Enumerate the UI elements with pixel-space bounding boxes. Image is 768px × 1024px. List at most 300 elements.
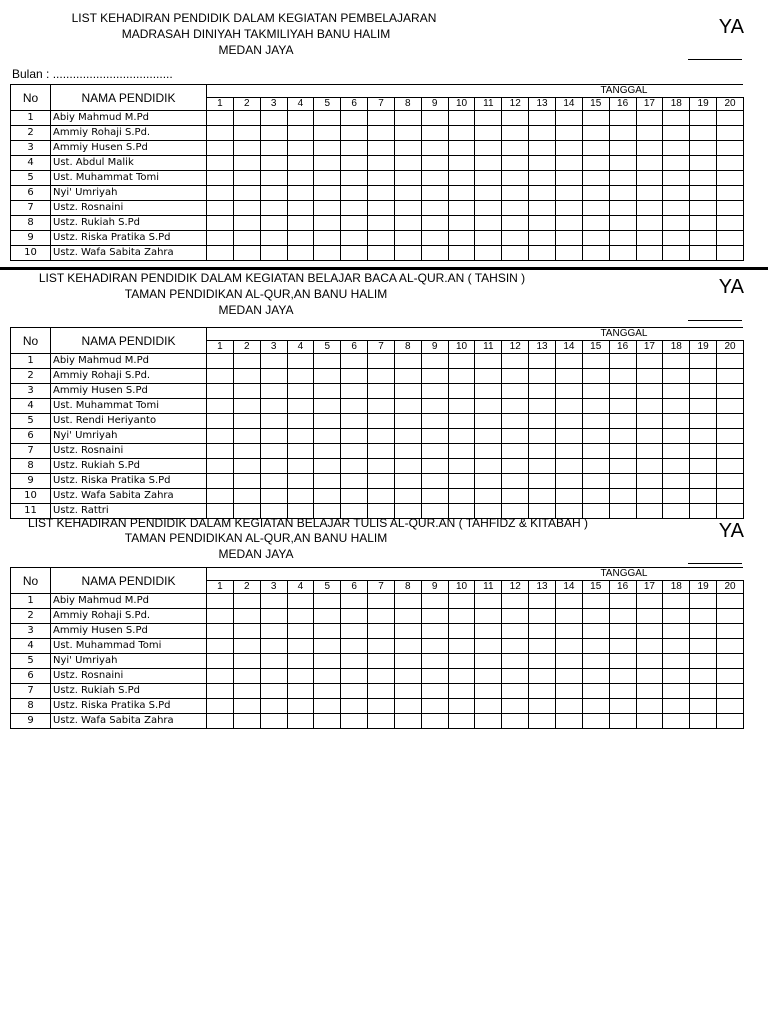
attendance-cell[interactable] [502,489,529,504]
attendance-cell[interactable] [260,156,287,171]
attendance-cell[interactable] [690,171,717,186]
attendance-cell[interactable] [287,369,314,384]
attendance-cell[interactable] [368,186,395,201]
attendance-cell[interactable] [555,714,582,729]
attendance-cell[interactable] [690,594,717,609]
attendance-cell[interactable] [582,474,609,489]
attendance-cell[interactable] [448,699,475,714]
attendance-cell[interactable] [207,171,234,186]
attendance-cell[interactable] [636,354,663,369]
attendance-cell[interactable] [287,201,314,216]
attendance-cell[interactable] [555,639,582,654]
attendance-cell[interactable] [207,246,234,261]
attendance-cell[interactable] [314,684,341,699]
attendance-cell[interactable] [529,609,556,624]
attendance-cell[interactable] [207,639,234,654]
attendance-cell[interactable] [690,399,717,414]
attendance-cell[interactable] [368,246,395,261]
attendance-cell[interactable] [421,654,448,669]
attendance-cell[interactable] [690,504,717,519]
attendance-cell[interactable] [341,459,368,474]
attendance-cell[interactable] [314,126,341,141]
attendance-cell[interactable] [233,354,260,369]
attendance-cell[interactable] [421,141,448,156]
attendance-cell[interactable] [663,216,690,231]
attendance-cell[interactable] [314,186,341,201]
attendance-cell[interactable] [368,684,395,699]
attendance-cell[interactable] [475,246,502,261]
attendance-cell[interactable] [207,354,234,369]
attendance-cell[interactable] [314,699,341,714]
attendance-cell[interactable] [233,414,260,429]
attendance-cell[interactable] [394,594,421,609]
attendance-cell[interactable] [475,444,502,459]
attendance-cell[interactable] [502,201,529,216]
attendance-cell[interactable] [690,654,717,669]
attendance-cell[interactable] [475,156,502,171]
attendance-cell[interactable] [421,354,448,369]
attendance-cell[interactable] [717,474,744,489]
attendance-cell[interactable] [448,126,475,141]
attendance-cell[interactable] [260,459,287,474]
attendance-cell[interactable] [663,186,690,201]
attendance-cell[interactable] [233,384,260,399]
attendance-cell[interactable] [368,414,395,429]
attendance-cell[interactable] [609,669,636,684]
attendance-cell[interactable] [207,594,234,609]
attendance-cell[interactable] [368,156,395,171]
attendance-cell[interactable] [287,231,314,246]
attendance-cell[interactable] [287,111,314,126]
attendance-cell[interactable] [555,684,582,699]
attendance-cell[interactable] [555,156,582,171]
attendance-cell[interactable] [394,639,421,654]
attendance-cell[interactable] [582,141,609,156]
attendance-cell[interactable] [207,624,234,639]
attendance-cell[interactable] [690,489,717,504]
attendance-cell[interactable] [636,414,663,429]
attendance-cell[interactable] [663,624,690,639]
attendance-cell[interactable] [555,111,582,126]
attendance-cell[interactable] [368,111,395,126]
attendance-cell[interactable] [475,414,502,429]
attendance-cell[interactable] [609,624,636,639]
attendance-cell[interactable] [663,459,690,474]
attendance-cell[interactable] [609,504,636,519]
attendance-cell[interactable] [368,384,395,399]
attendance-cell[interactable] [582,459,609,474]
attendance-cell[interactable] [582,684,609,699]
attendance-cell[interactable] [555,216,582,231]
attendance-cell[interactable] [529,156,556,171]
attendance-cell[interactable] [690,384,717,399]
attendance-cell[interactable] [636,684,663,699]
attendance-cell[interactable] [287,156,314,171]
attendance-cell[interactable] [341,489,368,504]
attendance-cell[interactable] [636,654,663,669]
attendance-cell[interactable] [421,246,448,261]
attendance-cell[interactable] [529,654,556,669]
attendance-cell[interactable] [341,399,368,414]
attendance-cell[interactable] [341,594,368,609]
attendance-cell[interactable] [663,504,690,519]
attendance-cell[interactable] [529,684,556,699]
attendance-cell[interactable] [475,231,502,246]
attendance-cell[interactable] [582,624,609,639]
attendance-cell[interactable] [233,429,260,444]
attendance-cell[interactable] [287,216,314,231]
attendance-cell[interactable] [663,699,690,714]
attendance-cell[interactable] [609,654,636,669]
attendance-cell[interactable] [448,354,475,369]
attendance-cell[interactable] [233,474,260,489]
attendance-cell[interactable] [207,231,234,246]
attendance-cell[interactable] [421,669,448,684]
attendance-cell[interactable] [582,216,609,231]
attendance-cell[interactable] [207,684,234,699]
attendance-cell[interactable] [207,414,234,429]
attendance-cell[interactable] [448,111,475,126]
attendance-cell[interactable] [529,669,556,684]
attendance-cell[interactable] [314,594,341,609]
attendance-cell[interactable] [502,654,529,669]
attendance-cell[interactable] [636,699,663,714]
attendance-cell[interactable] [341,474,368,489]
attendance-cell[interactable] [207,429,234,444]
attendance-cell[interactable] [502,444,529,459]
attendance-cell[interactable] [287,669,314,684]
attendance-cell[interactable] [717,384,744,399]
attendance-cell[interactable] [582,171,609,186]
attendance-cell[interactable] [555,399,582,414]
attendance-cell[interactable] [475,384,502,399]
attendance-cell[interactable] [475,111,502,126]
attendance-cell[interactable] [529,429,556,444]
attendance-cell[interactable] [448,714,475,729]
attendance-cell[interactable] [394,654,421,669]
attendance-cell[interactable] [368,201,395,216]
attendance-cell[interactable] [717,186,744,201]
attendance-cell[interactable] [529,201,556,216]
attendance-cell[interactable] [609,639,636,654]
attendance-cell[interactable] [555,141,582,156]
attendance-cell[interactable] [287,474,314,489]
attendance-cell[interactable] [717,489,744,504]
attendance-cell[interactable] [260,714,287,729]
attendance-cell[interactable] [260,141,287,156]
attendance-cell[interactable] [394,231,421,246]
attendance-cell[interactable] [421,489,448,504]
attendance-cell[interactable] [341,171,368,186]
attendance-cell[interactable] [207,474,234,489]
attendance-cell[interactable] [314,714,341,729]
attendance-cell[interactable] [368,699,395,714]
attendance-cell[interactable] [609,384,636,399]
attendance-cell[interactable] [448,156,475,171]
attendance-cell[interactable] [341,714,368,729]
attendance-cell[interactable] [663,399,690,414]
attendance-cell[interactable] [636,126,663,141]
attendance-cell[interactable] [663,684,690,699]
attendance-cell[interactable] [260,126,287,141]
attendance-cell[interactable] [207,609,234,624]
attendance-cell[interactable] [421,216,448,231]
attendance-cell[interactable] [394,141,421,156]
attendance-cell[interactable] [260,186,287,201]
attendance-cell[interactable] [663,594,690,609]
attendance-cell[interactable] [555,609,582,624]
attendance-cell[interactable] [287,429,314,444]
attendance-cell[interactable] [233,201,260,216]
attendance-cell[interactable] [448,429,475,444]
attendance-cell[interactable] [368,231,395,246]
attendance-cell[interactable] [233,699,260,714]
attendance-cell[interactable] [690,246,717,261]
attendance-cell[interactable] [314,429,341,444]
attendance-cell[interactable] [207,444,234,459]
attendance-cell[interactable] [609,231,636,246]
attendance-cell[interactable] [368,624,395,639]
attendance-cell[interactable] [207,201,234,216]
attendance-cell[interactable] [287,246,314,261]
attendance-cell[interactable] [609,354,636,369]
attendance-cell[interactable] [690,369,717,384]
attendance-cell[interactable] [207,156,234,171]
attendance-cell[interactable] [636,474,663,489]
attendance-cell[interactable] [636,186,663,201]
attendance-cell[interactable] [421,459,448,474]
attendance-cell[interactable] [341,186,368,201]
attendance-cell[interactable] [555,459,582,474]
attendance-cell[interactable] [233,171,260,186]
attendance-cell[interactable] [555,474,582,489]
attendance-cell[interactable] [717,654,744,669]
attendance-cell[interactable] [314,489,341,504]
attendance-cell[interactable] [502,429,529,444]
attendance-cell[interactable] [421,609,448,624]
attendance-cell[interactable] [448,459,475,474]
attendance-cell[interactable] [690,699,717,714]
attendance-cell[interactable] [287,399,314,414]
attendance-cell[interactable] [502,216,529,231]
attendance-cell[interactable] [287,594,314,609]
attendance-cell[interactable] [233,156,260,171]
attendance-cell[interactable] [475,141,502,156]
attendance-cell[interactable] [475,369,502,384]
attendance-cell[interactable] [502,369,529,384]
attendance-cell[interactable] [368,594,395,609]
attendance-cell[interactable] [287,639,314,654]
attendance-cell[interactable] [529,699,556,714]
attendance-cell[interactable] [207,216,234,231]
attendance-cell[interactable] [341,354,368,369]
attendance-cell[interactable] [394,429,421,444]
attendance-cell[interactable] [502,186,529,201]
attendance-cell[interactable] [636,156,663,171]
attendance-cell[interactable] [502,609,529,624]
attendance-cell[interactable] [341,384,368,399]
attendance-cell[interactable] [529,186,556,201]
attendance-cell[interactable] [636,369,663,384]
attendance-cell[interactable] [717,684,744,699]
attendance-cell[interactable] [475,399,502,414]
attendance-cell[interactable] [609,246,636,261]
attendance-cell[interactable] [475,216,502,231]
attendance-cell[interactable] [260,216,287,231]
attendance-cell[interactable] [555,594,582,609]
attendance-cell[interactable] [582,594,609,609]
attendance-cell[interactable] [233,624,260,639]
attendance-cell[interactable] [394,489,421,504]
attendance-cell[interactable] [529,459,556,474]
attendance-cell[interactable] [260,384,287,399]
attendance-cell[interactable] [394,714,421,729]
attendance-cell[interactable] [582,126,609,141]
attendance-cell[interactable] [717,699,744,714]
attendance-cell[interactable] [555,126,582,141]
attendance-cell[interactable] [260,414,287,429]
attendance-cell[interactable] [314,474,341,489]
attendance-cell[interactable] [636,429,663,444]
attendance-cell[interactable] [475,669,502,684]
attendance-cell[interactable] [717,201,744,216]
attendance-cell[interactable] [475,684,502,699]
attendance-cell[interactable] [502,714,529,729]
attendance-cell[interactable] [394,414,421,429]
attendance-cell[interactable] [609,126,636,141]
attendance-cell[interactable] [207,714,234,729]
attendance-cell[interactable] [690,714,717,729]
attendance-cell[interactable] [636,246,663,261]
attendance-cell[interactable] [233,639,260,654]
attendance-cell[interactable] [475,474,502,489]
attendance-cell[interactable] [448,654,475,669]
attendance-cell[interactable] [394,111,421,126]
attendance-cell[interactable] [636,669,663,684]
attendance-cell[interactable] [368,141,395,156]
attendance-cell[interactable] [582,186,609,201]
attendance-cell[interactable] [233,126,260,141]
attendance-cell[interactable] [582,399,609,414]
attendance-cell[interactable] [448,171,475,186]
attendance-cell[interactable] [502,111,529,126]
attendance-cell[interactable] [582,231,609,246]
attendance-cell[interactable] [314,444,341,459]
attendance-cell[interactable] [368,399,395,414]
attendance-cell[interactable] [207,369,234,384]
attendance-cell[interactable] [663,654,690,669]
attendance-cell[interactable] [475,654,502,669]
attendance-cell[interactable] [287,186,314,201]
attendance-cell[interactable] [502,414,529,429]
attendance-cell[interactable] [717,429,744,444]
attendance-cell[interactable] [260,201,287,216]
attendance-cell[interactable] [555,369,582,384]
attendance-cell[interactable] [368,639,395,654]
attendance-cell[interactable] [690,126,717,141]
attendance-cell[interactable] [663,156,690,171]
attendance-cell[interactable] [207,654,234,669]
attendance-cell[interactable] [394,399,421,414]
attendance-cell[interactable] [663,474,690,489]
attendance-cell[interactable] [368,354,395,369]
attendance-cell[interactable] [207,126,234,141]
attendance-cell[interactable] [475,126,502,141]
attendance-cell[interactable] [448,369,475,384]
attendance-cell[interactable] [582,669,609,684]
attendance-cell[interactable] [609,474,636,489]
attendance-cell[interactable] [421,369,448,384]
attendance-cell[interactable] [207,459,234,474]
attendance-cell[interactable] [529,384,556,399]
attendance-cell[interactable] [314,156,341,171]
attendance-cell[interactable] [260,111,287,126]
attendance-cell[interactable] [690,459,717,474]
attendance-cell[interactable] [636,714,663,729]
attendance-cell[interactable] [717,669,744,684]
attendance-cell[interactable] [717,141,744,156]
attendance-cell[interactable] [421,714,448,729]
attendance-cell[interactable] [260,231,287,246]
attendance-cell[interactable] [555,186,582,201]
attendance-cell[interactable] [207,699,234,714]
attendance-cell[interactable] [368,459,395,474]
attendance-cell[interactable] [529,414,556,429]
attendance-cell[interactable] [609,459,636,474]
attendance-cell[interactable] [609,201,636,216]
attendance-cell[interactable] [663,669,690,684]
attendance-cell[interactable] [287,489,314,504]
attendance-cell[interactable] [636,609,663,624]
attendance-cell[interactable] [394,474,421,489]
attendance-cell[interactable] [448,201,475,216]
attendance-cell[interactable] [341,369,368,384]
attendance-cell[interactable] [555,384,582,399]
attendance-cell[interactable] [314,624,341,639]
attendance-cell[interactable] [448,141,475,156]
attendance-cell[interactable] [609,609,636,624]
attendance-cell[interactable] [717,399,744,414]
attendance-cell[interactable] [717,639,744,654]
attendance-cell[interactable] [368,444,395,459]
attendance-cell[interactable] [475,594,502,609]
attendance-cell[interactable] [368,171,395,186]
attendance-cell[interactable] [314,459,341,474]
attendance-cell[interactable] [341,699,368,714]
attendance-cell[interactable] [555,171,582,186]
attendance-cell[interactable] [582,609,609,624]
attendance-cell[interactable] [690,609,717,624]
attendance-cell[interactable] [233,714,260,729]
attendance-cell[interactable] [394,699,421,714]
attendance-cell[interactable] [287,609,314,624]
attendance-cell[interactable] [341,126,368,141]
attendance-cell[interactable] [609,141,636,156]
attendance-cell[interactable] [314,609,341,624]
attendance-cell[interactable] [207,669,234,684]
attendance-cell[interactable] [636,171,663,186]
attendance-cell[interactable] [717,171,744,186]
attendance-cell[interactable] [233,609,260,624]
attendance-cell[interactable] [341,201,368,216]
attendance-cell[interactable] [475,354,502,369]
attendance-cell[interactable] [663,171,690,186]
attendance-cell[interactable] [287,699,314,714]
attendance-cell[interactable] [314,171,341,186]
attendance-cell[interactable] [690,429,717,444]
attendance-cell[interactable] [448,624,475,639]
attendance-cell[interactable] [421,414,448,429]
